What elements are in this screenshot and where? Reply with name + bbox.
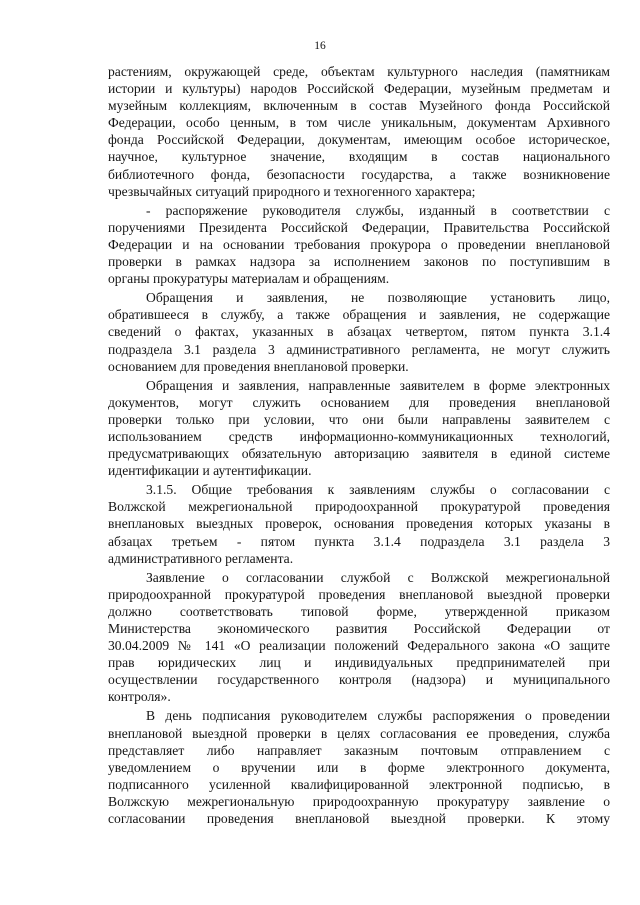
- text-line: идентификации и аутентификации.: [108, 463, 312, 479]
- text-line: прав юридических лиц и индивидуальных предпринимателей при: [108, 655, 610, 671]
- text-line: внеплановых выездных проверок, основания проведения которых указаны в: [108, 516, 610, 532]
- text-line: природоохранной прокуратурой проведения внеплановой выездной проверки: [108, 586, 610, 602]
- text-line: сведений о фактах, указанных в абзацах четвертом, пятом пункта 3.1.4: [108, 324, 610, 340]
- text-line: уведомлением о вручении или в форме электронного документа,: [108, 759, 610, 775]
- text-line: Волжской межрегиональной природоохранной прокуратурой проведения: [108, 499, 610, 515]
- text-line: библиотечного фонда, безопасности государства, а также возникновение: [108, 166, 610, 182]
- text-line: В день подписания руководителем службы распоряжения о проведении: [146, 708, 610, 724]
- text-line: абзацах третьем - пятом пункта 3.1.4 подраздела 3.1 раздела 3: [108, 533, 610, 549]
- text-line: Обращения и заявления, не позволяющие установить лицо,: [146, 290, 610, 306]
- text-line: чрезвычайных ситуаций природного и техногенного характера;: [108, 183, 476, 199]
- text-line: Федерации и на основании требования прокурора о проведении внеплановой: [108, 236, 610, 252]
- text-line: основанием для проведения внеплановой проверки.: [108, 358, 409, 374]
- text-line: предусматривающих обязательную авторизацию заявителя в единой системе: [108, 446, 610, 462]
- text-line: поручениями Президента Российской Федерации, Правительства Российской: [108, 219, 610, 235]
- text-line: Министерства экономического развития Российской Федерации от: [108, 621, 610, 636]
- text-line: Федерации, особо ценным, в том числе уникальным, документам Архивного: [108, 115, 610, 131]
- text-line: 3.1.5. Общие требования к заявлениям службы о согласовании с: [146, 482, 610, 498]
- text-line: 30.04.2009 № 141 «О реализации положений Федерального закона «О защите: [108, 638, 610, 654]
- text-line: подраздела 3.1 раздела 3 административного регламента, не могут служить: [108, 341, 610, 357]
- text-line: - распоряжение руководителя службы, изданный в соответствии с: [146, 202, 610, 218]
- text-line: осуществлении государственного контроля (надзора) и муниципального: [108, 672, 610, 688]
- text-line: внеплановой выездной проверки в целях согласования ее проведения, служба: [108, 725, 610, 741]
- text-line: растениям, окружающей среде, объектам культурного наследия (памятникам: [108, 64, 610, 79]
- text-line: фонда Российской Федерации, документам, имеющим особое историческое,: [108, 132, 610, 148]
- body-text: [108, 63, 610, 827]
- text-line: органы прокуратуры материалам и обращениям.: [108, 271, 390, 287]
- text-line: должно соответствовать типовой форме, утвержденной приказом: [108, 603, 610, 619]
- text-line: научное, культурное значение, входящим в состав национального: [108, 149, 610, 165]
- text-line: обратившееся в службу, а также обращения и заявления, не содержащие: [108, 307, 610, 323]
- text-line: представляет либо направляет заказным почтовым отправлением с: [108, 742, 610, 758]
- text-line: административного регламента.: [108, 550, 294, 566]
- page-number: 16: [314, 40, 326, 52]
- text-line: подписанного усиленной квалифицированной электронной подписью, в: [108, 776, 610, 792]
- text-line: согласовании проведения внеплановой выездной проверки. К этому: [108, 811, 610, 827]
- text-line: Заявление о согласовании службой с Волжской межрегиональной: [146, 569, 610, 585]
- text-line: Обращения и заявления, направленные заявителем в форме электронных: [146, 377, 610, 393]
- text-line: контроля».: [108, 689, 171, 705]
- text-line: документов, могут служить основанием для проведения внеплановой: [108, 394, 610, 410]
- text-line: проверки только при условии, что они были направлены заявителем с: [108, 411, 610, 427]
- text-line: истории и культуры) народов Российской Федерации, музейным предметам и: [108, 81, 610, 97]
- text-line: использованием средств информационно-коммуникационных технологий,: [108, 428, 610, 444]
- text-line: проверки в рамках надзора за исполнением законов по поступившим в: [108, 254, 610, 270]
- text-line: Волжскую межрегиональную природоохранную прокуратуру заявление о: [108, 793, 610, 809]
- text-line: музейным коллекциям, включенным в состав Музейного фонда Российской: [108, 98, 610, 114]
